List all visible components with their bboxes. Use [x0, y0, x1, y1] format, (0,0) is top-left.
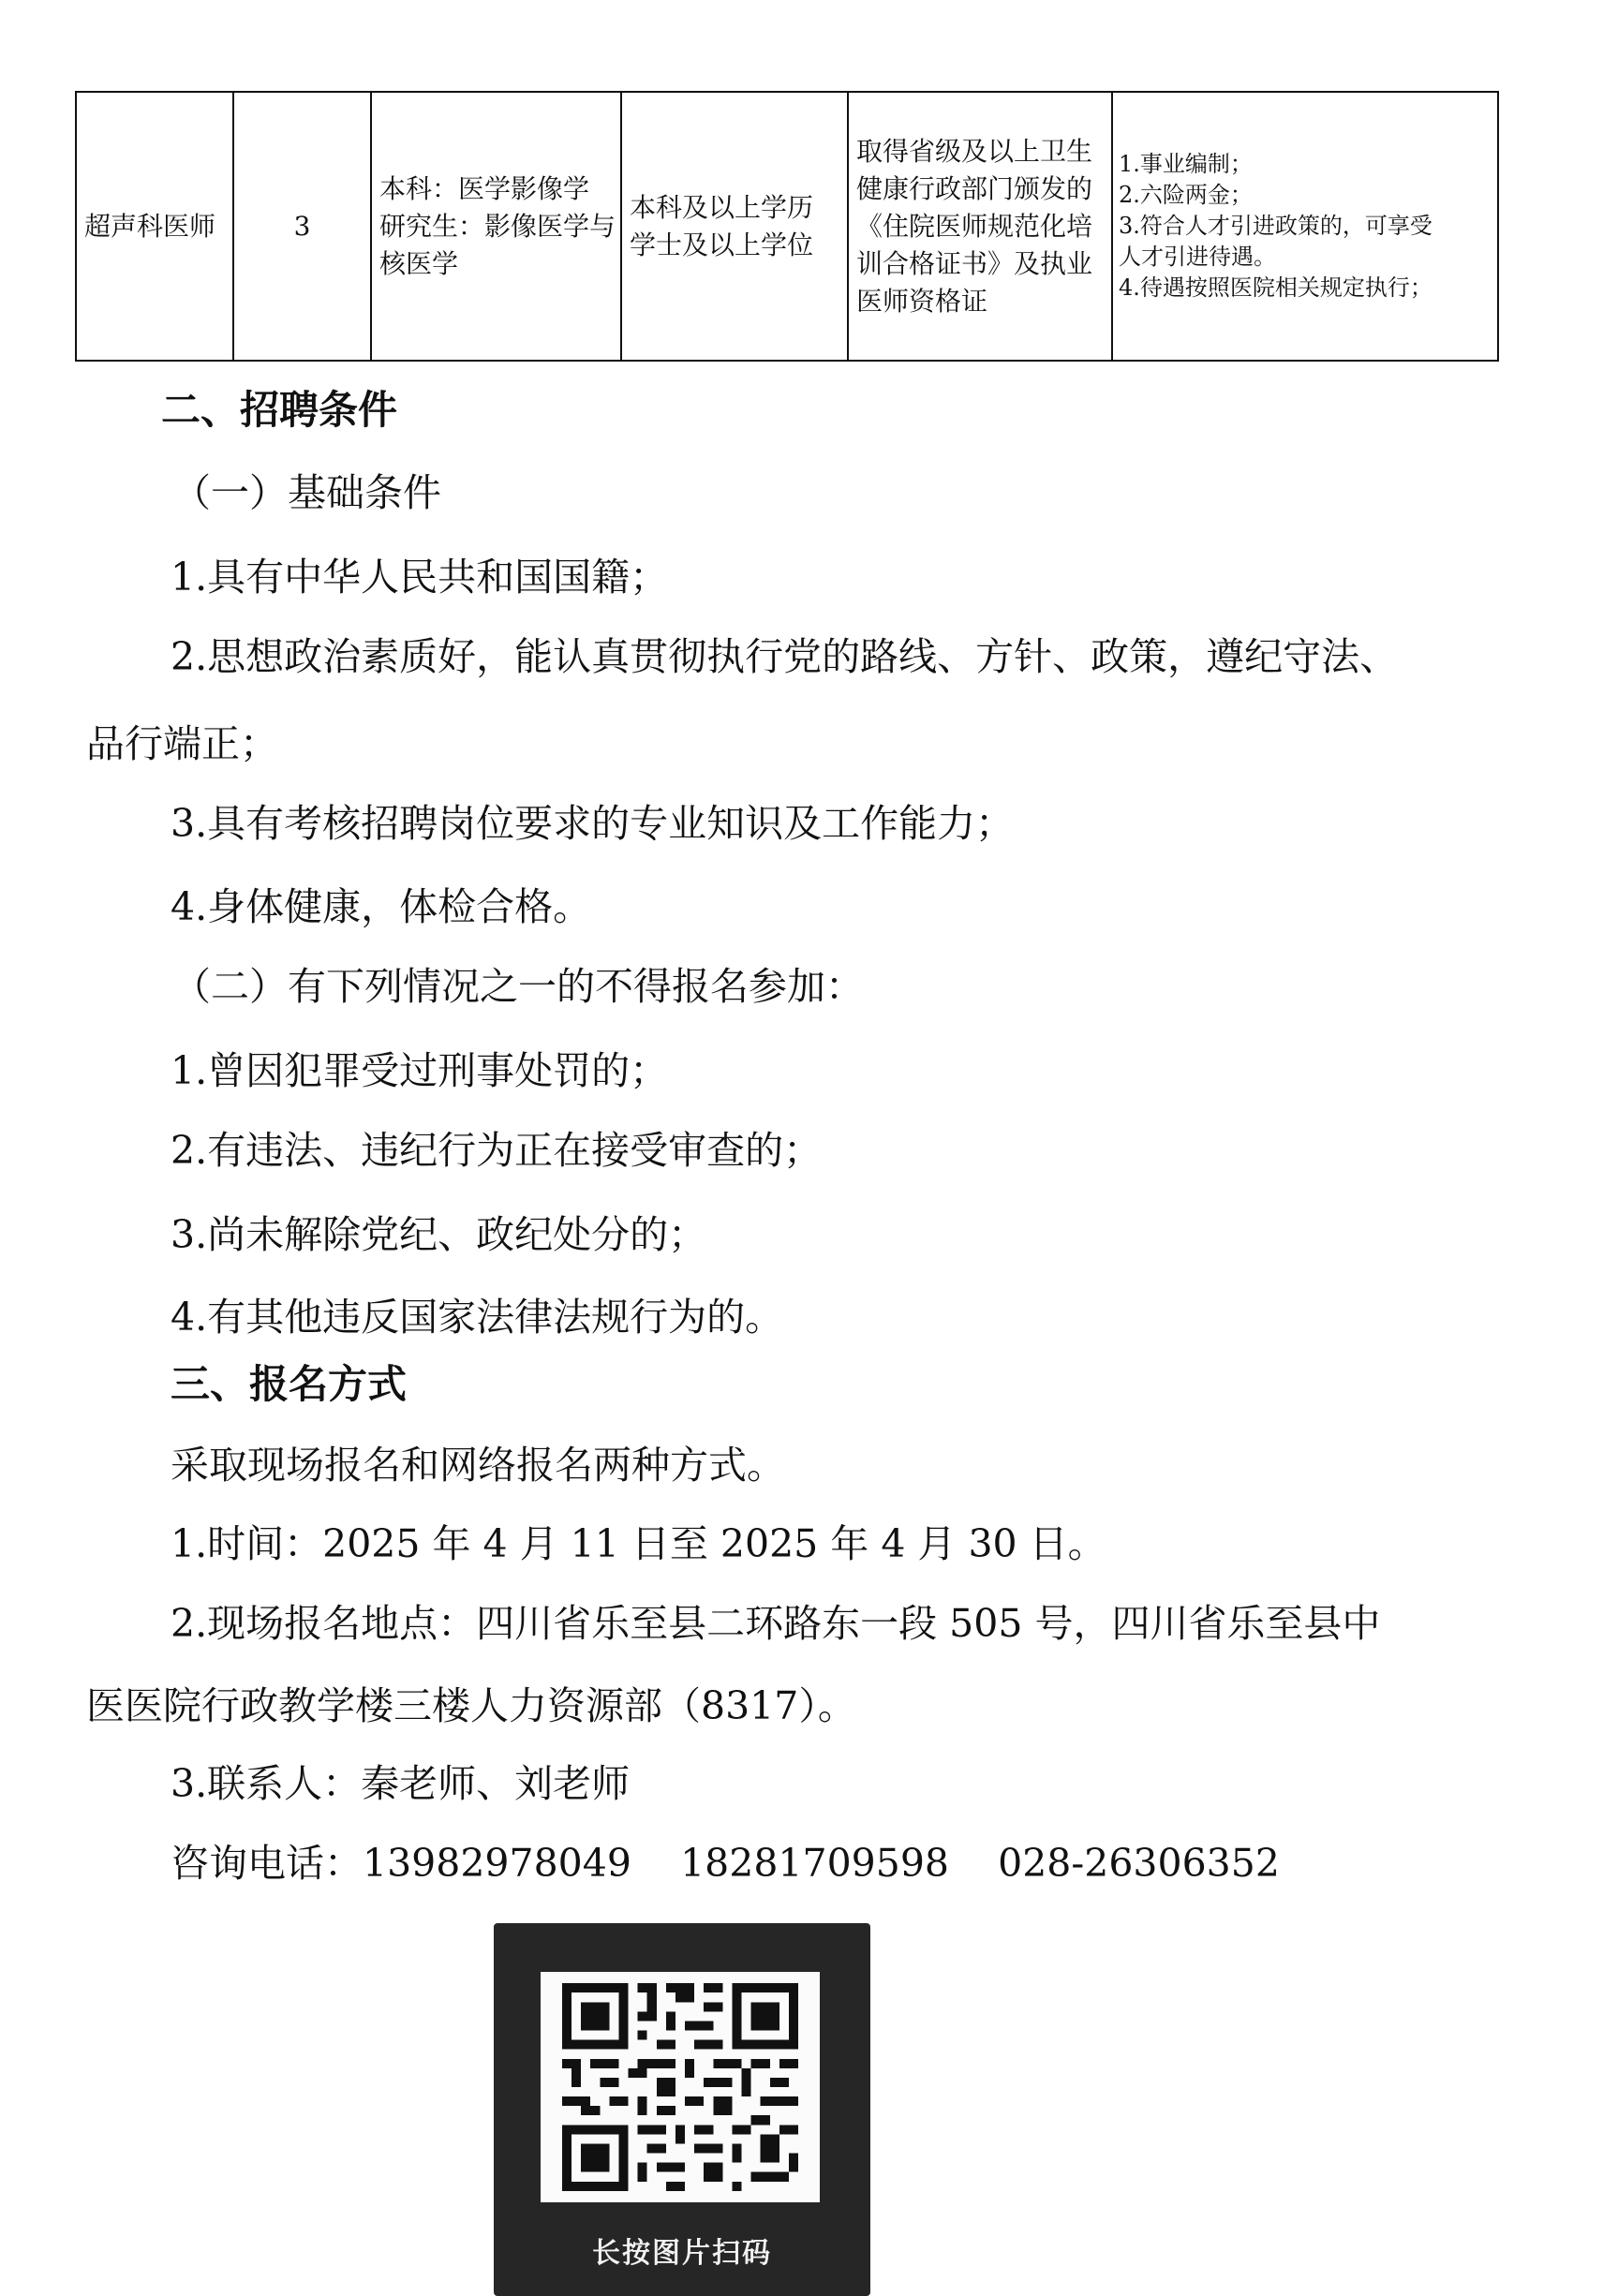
qr-caption: 长按图片扫码 [592, 2237, 772, 2270]
section-heading-registration: 三、报名方式 [171, 1361, 408, 1407]
list-item: 4.有其他违反国家法律法规行为的。 [171, 1295, 784, 1340]
list-item: 3.尚未解除党纪、政纪处分的； [171, 1212, 707, 1257]
cell-benefits: 1.事业编制； 2.六险两金； 3.符合人才引进政策的，可享受 人才引进待遇。 4.待遇按照医院相关规定执行； [1112, 92, 1498, 361]
registration-time: 1.时间：2025 年 4 月 11 日至 2025 年 4 月 30 日。 [171, 1521, 1106, 1566]
list-item: 2.思想政治素质好，能认真贯彻执行党的路线、方针、政策，遵纪守法、 [171, 634, 1399, 679]
subheading-basic: （一）基础条件 [172, 470, 441, 515]
cell-count: 3 [233, 92, 371, 361]
registration-contact: 3.联系人：秦老师、刘老师 [171, 1761, 631, 1806]
qr-code[interactable] [541, 1972, 820, 2202]
section-heading-requirements: 二、招聘条件 [161, 387, 398, 433]
cell-qualification: 取得省级及以上卫生 健康行政部门颁发的 《住院医师规范化培 训合格证书》及执业 医师资格证 [848, 92, 1112, 361]
subheading-exclusions: （二）有下列情况之一的不得报名参加： [172, 964, 864, 1009]
list-item: 3.具有考核招聘岗位要求的专业知识及工作能力； [171, 801, 1015, 846]
cell-education: 本科及以上学历 学士及以上学位 [621, 92, 848, 361]
list-item: 1.曾因犯罪受过刑事处罚的； [171, 1048, 669, 1093]
list-item: 1.具有中华人民共和国国籍； [171, 555, 669, 600]
table-row [76, 92, 1498, 361]
recruitment-table [75, 91, 1499, 362]
registration-intro: 采取现场报名和网络报名两种方式。 [171, 1443, 785, 1488]
registration-location-cont: 医医院行政教学楼三楼人力资源部（8317）。 [86, 1683, 856, 1728]
cell-major: 本科：医学影像学 研究生：影像医学与 核医学 [371, 92, 621, 361]
list-item-continuation: 品行端正； [86, 721, 278, 766]
qr-code-card[interactable] [494, 1923, 870, 2296]
list-item: 4.身体健康，体检合格。 [171, 884, 592, 929]
qr-code-icon [562, 1983, 798, 2191]
cell-position: 超声科医师 [76, 92, 233, 361]
registration-location: 2.现场报名地点：四川省乐至县二环路东一段 505 号，四川省乐至县中 [171, 1601, 1381, 1646]
registration-phone: 咨询电话：13982978049 18281709598 028-26306352 [171, 1841, 1280, 1886]
list-item: 2.有违法、违纪行为正在接受审查的； [171, 1128, 823, 1173]
